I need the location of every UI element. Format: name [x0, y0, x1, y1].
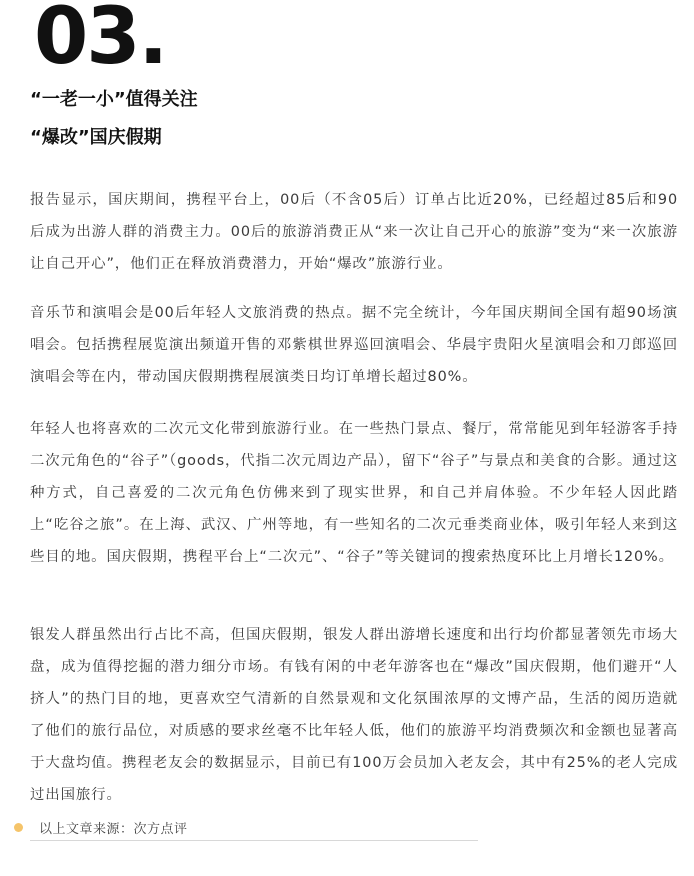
divider	[30, 840, 478, 841]
source-note	[14, 818, 188, 837]
heading-old-young: “一老一小”值得关注	[30, 89, 198, 110]
paragraph-seniors: 银发人群虽然出行占比不高，但国庆假期，银发人群出游增长速度和出行均价都显著领先市场大盘，成为值得挖掘的潜力细分市场。有钱有闲的中老年游客也在“爆改”国庆假期，他们避开“人挤人”的热门目的地，更喜欢空气清新的自然景观和文化氛围浓厚的文博产品，生活的阅历造就了他们的旅行品位，对质感的要求丝毫不比年轻人低，他们的旅游平均消费频次和金额也显著高于大盘均值。携程老友会的数据显示，目前已有100万会员加入老友会，其中有25%的老人完成过出国旅行。	[30, 627, 678, 803]
heading-holiday: “爆改”国庆假期	[30, 127, 162, 148]
bullet-dot-icon	[14, 823, 23, 832]
paragraph-concerts: 音乐节和演唱会是00后年轻人文旅消费的热点。据不完全统计，今年国庆期间全国有超90场演唱会。包括携程展览演出频道开售的邓紫棋世界巡回演唱会、华晨宇贵阳火星演唱会和刀郎巡回演唱会等在内，带动国庆假期携程展演类日均订单增长超过80%。	[30, 305, 678, 385]
section-number: 03.	[34, 0, 167, 82]
paragraph-gen-z: 报告显示，国庆期间，携程平台上，00后（不含05后）订单占比近20%，已经超过85后和90后成为出游人群的消费主力。00后的旅游消费正从“来一次让自己开心的旅游”变为“来一次旅游让自己开心”，他们正在释放消费潜力，开始“爆改”旅游行业。	[30, 192, 678, 272]
source-text: 以上文章来源：次方点评	[39, 822, 188, 837]
paragraph-anime: 年轻人也将喜欢的二次元文化带到旅游行业。在一些热门景点、餐厅，常常能见到年轻游客手持二次元角色的“谷子”（goods，代指二次元周边产品），留下“谷子”与景点和美食的合影。通过这种方式，自己喜爱的二次元角色仿佛来到了现实世界，和自己并肩体验。不少年轻人因此踏上“吃谷之旅”。在上海、武汉、广州等地，有一些知名的二次元垂类商业体，吸引年轻人来到这些目的地。国庆假期，携程平台上“二次元”、“谷子”等关键词的搜索热度环比上月增长120%。	[30, 421, 678, 565]
